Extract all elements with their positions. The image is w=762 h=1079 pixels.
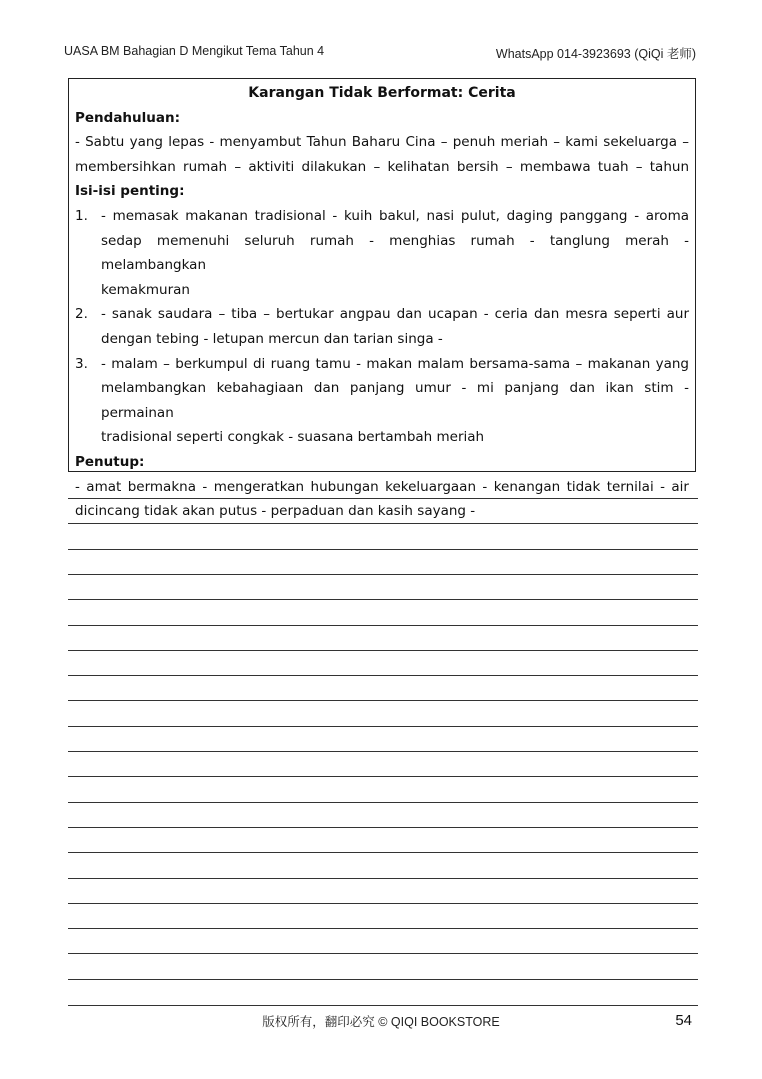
point-number: 3. <box>75 355 88 372</box>
writing-line[interactable] <box>68 625 698 626</box>
writing-line[interactable] <box>68 574 698 575</box>
writing-line[interactable] <box>68 549 698 550</box>
point-line: kemakmuran <box>101 281 190 298</box>
point-number: 1. <box>75 207 88 224</box>
essay-outline-box <box>68 78 696 520</box>
writing-line[interactable] <box>68 928 698 929</box>
writing-line[interactable] <box>68 726 698 727</box>
header-title: UASA BM Bahagian D Mengikut Tema Tahun 4 <box>64 44 325 58</box>
point-text <box>101 204 689 302</box>
intro-heading: Pendahuluan: <box>75 109 181 126</box>
writing-line[interactable] <box>68 878 698 879</box>
point-line: melambangkan kebahagiaan dan panjang umur - mi panjang dan ikan stim - permainan <box>101 380 689 421</box>
intro-line: membersihkan rumah – aktiviti dilakukan – kelihatan bersih – membawa tuah – tahun <box>75 158 689 175</box>
writing-line[interactable] <box>68 852 698 853</box>
point-line: - memasak makanan tradisional - kuih bakul, nasi pulut, daging panggang - aroma <box>101 207 689 224</box>
point-item <box>75 352 689 450</box>
page-header <box>64 44 696 64</box>
footer-copyright: 版权所有，翻印必究 © QIQI BOOKSTORE <box>262 1015 500 1029</box>
point-number: 2. <box>75 306 88 323</box>
writing-line[interactable] <box>68 802 698 803</box>
point-item <box>75 204 689 302</box>
page-number: 54 <box>675 1012 692 1029</box>
point-line: tradisional seperti congkak - suasana bertambah meriah <box>101 429 485 446</box>
point-line: sedap memenuhi seluruh rumah - menghias rumah - tanglung merah - melambangkan <box>101 232 689 274</box>
writing-line[interactable] <box>68 675 698 676</box>
writing-line[interactable] <box>68 498 698 499</box>
intro-line: - Sabtu yang lepas - menyambut Tahun Baharu Cina – penuh meriah – kami sekeluarga – <box>75 134 689 151</box>
closing-paragraph <box>75 475 689 524</box>
writing-line[interactable] <box>68 903 698 904</box>
point-line: dengan tebing - letupan mercun dan tarian singa - <box>101 330 443 347</box>
point-text <box>101 352 689 450</box>
writing-line[interactable] <box>68 827 698 828</box>
point-line: - malam – berkumpul di ruang tamu - makan malam bersama-sama – makanan yang <box>101 355 689 372</box>
writing-line[interactable] <box>68 953 698 954</box>
footer-divider <box>68 1005 698 1006</box>
writing-line[interactable] <box>68 751 698 752</box>
writing-line[interactable] <box>68 523 698 524</box>
closing-line: - amat bermakna - mengeratkan hubungan kekeluargaan - kenangan tidak ternilai - air <box>75 478 689 495</box>
point-line: - sanak saudara – tiba – bertukar angpau dan ucapan - ceria dan mesra seperti aur <box>101 306 689 323</box>
body-heading: Isi-isi penting: <box>75 183 185 200</box>
closing-line: dicincang tidak akan putus - perpaduan dan kasih sayang - <box>75 503 476 520</box>
writing-line[interactable] <box>68 979 698 980</box>
header-contact: WhatsApp 014-3923693 (QiQi 老师) <box>495 47 696 61</box>
writing-line[interactable] <box>68 700 698 701</box>
writing-line[interactable] <box>68 599 698 600</box>
point-item <box>75 302 689 351</box>
closing-heading: Penutup: <box>75 453 145 470</box>
point-text <box>101 302 689 351</box>
intro-paragraph <box>75 130 689 179</box>
outline-title: Karangan Tidak Berformat: Cerita <box>248 85 516 101</box>
writing-line[interactable] <box>68 776 698 777</box>
writing-line[interactable] <box>68 650 698 651</box>
